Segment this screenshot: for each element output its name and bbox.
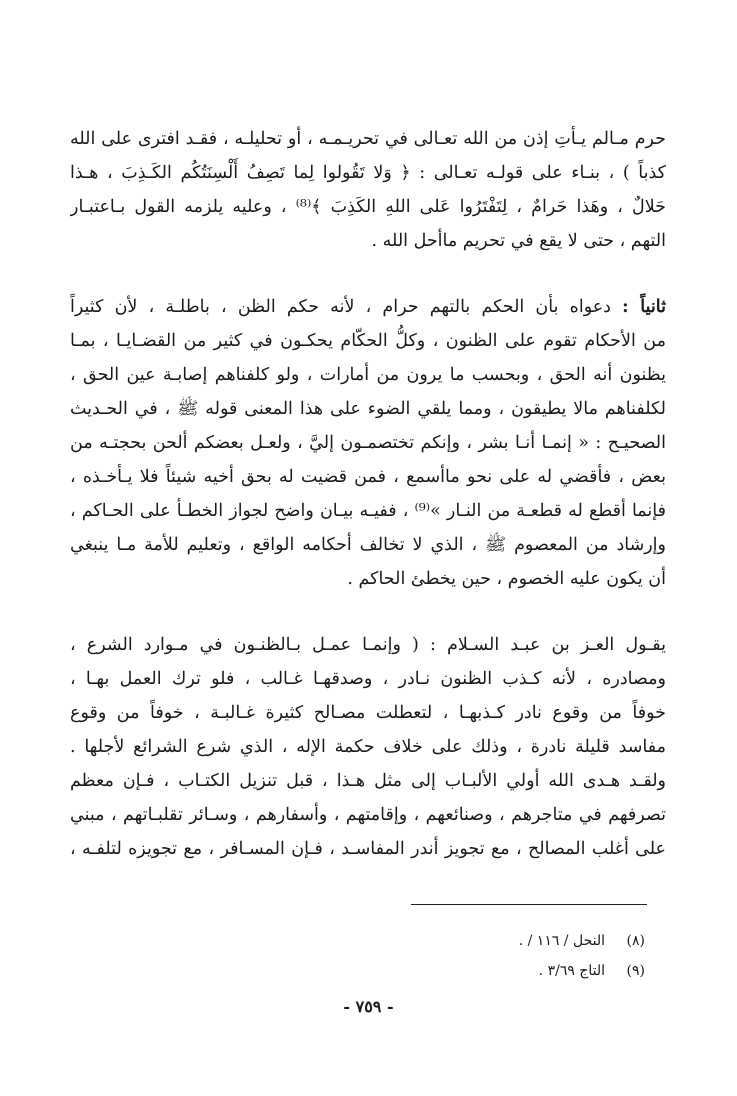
text-line: ومصادره ، لأنه كـذب الظنون نـادر ، وصدقهـا غـالب ، فلو ترك العمل بهـا ،: [70, 669, 666, 689]
footnote-number: (٩): [626, 963, 645, 979]
text-line: مفاسد قليلة نادرة ، وذلك على خلاف حكمة الإله ، الذي شرع الشرائع لأجلها .: [70, 737, 666, 757]
text-line: [70, 290, 666, 324]
footnote-text: التاج ٣/٦٩ .: [538, 963, 605, 979]
paragraph-1: [70, 122, 666, 258]
text-line-rest: دعواه بأن الحكم بالتهم حرام ، لأنه حكم الظن ، باطلـة ، لأن كثيراً: [70, 297, 623, 317]
text-line: يقـول العـز بن عبـد السـلام : ( وإنمـا عمـل بـالظنـون في مـوارد الشرع ،: [70, 635, 666, 655]
section-lead: ثانياً :: [622, 297, 666, 317]
text-line: من الأحكام تقوم على الظنون ، وكلُّ الحكّام يحكـون في كثير من القضـايـا ، بمـا: [70, 331, 666, 351]
text-line: على أغلب المصالح ، مع تجويز أندر المفاسـد ، فـإن المسـافر ، مع تجويزه لتلفـه ،: [70, 839, 666, 859]
footnotes: [245, 926, 645, 986]
text-line: حَلالٌ ، وهَذا حَرامٌ ، لِتَفْتَرُوا عَلى اللهِ الكَذِبَ ﴾⁽⁸⁾ ، وعليه يلزمه القول بـاعتبـار: [70, 197, 666, 217]
text-line: يظنون أنه الحق ، وبحسب ما يرون من أمارات ، ولو كلفناهم إصابـة عين الحق ،: [70, 365, 666, 385]
footnote-divider: [411, 904, 647, 905]
text-line: خوفاً من وقوع نادر كـذبهـا ، لتعطلت مصـالح كثيرة غـالبـة ، خوفاً من وقوع: [70, 703, 666, 723]
paragraph-2: [70, 290, 666, 596]
text-line: بعض ، فأقضي له على نحو ماأسمع ، فمن قضيت له بحق أخيه شيئاً فلا يـأخـذه ،: [70, 467, 666, 487]
text-line: كذباً ) ، بنـاء على قولـه تعـالى : ﴿ وَلا تَقُولوا لِما تَصِفُ أَلْسِنَتُكُم الكَـذِبَ ، هـذا: [70, 163, 666, 183]
text-line: ولقـد هـدى الله أولي الألبـاب إلى مثل هـذا ، قبل تنزيل الكتـاب ، فـإن معظم: [70, 771, 666, 791]
footnote-number: (٨): [626, 933, 645, 949]
text-line: وإرشاد من المعصوم ﷺ ، الذي لا تخالف أحكامه الواقع ، وتعليم للأمة مـا ينبغي: [70, 535, 666, 555]
footnote-text: النحل / ١١٦ / .: [518, 933, 605, 949]
text-line: التهم ، حتى لا يقع في تحريم ماأحل الله .: [371, 231, 666, 251]
text-line: أن يكون عليه الخصوم ، حين يخطئ الحاكم .: [347, 569, 666, 589]
footnote-item: [245, 956, 645, 986]
page-number: - ٧٥٩ -: [343, 997, 394, 1016]
footnote-item: [245, 926, 645, 956]
text-line: حرم مـالم يـأتِ إذن من الله تعـالى في تحريـمـه ، أو تحليلـه ، فقـد افترى على الله: [70, 129, 666, 149]
text-line: تصرفهم في متاجرهم ، وصنائعهم ، وإقامتهم ، وأسفارهم ، وسـائر تقلبـاتهم ، مبني: [70, 805, 666, 825]
text-line: لكلفناهم مالا يطيقون ، ومما يلقي الضوء على هذا المعنى قوله ﷺ ، في الحـديث: [70, 399, 666, 419]
text-line: فإنما أقطع له قطعـة من النـار »⁽⁹⁾ ، ففيـه بيـان واضح لجواز الخطـأ على الحـاكم ،: [70, 501, 666, 521]
paragraph-3: [70, 628, 666, 866]
text-line: الصحيـح : « إنمـا أنـا بشر ، وإنكم تختصمـون إليَّ ، ولعـل بعضكم ألحن بحجتـه من: [70, 433, 666, 453]
